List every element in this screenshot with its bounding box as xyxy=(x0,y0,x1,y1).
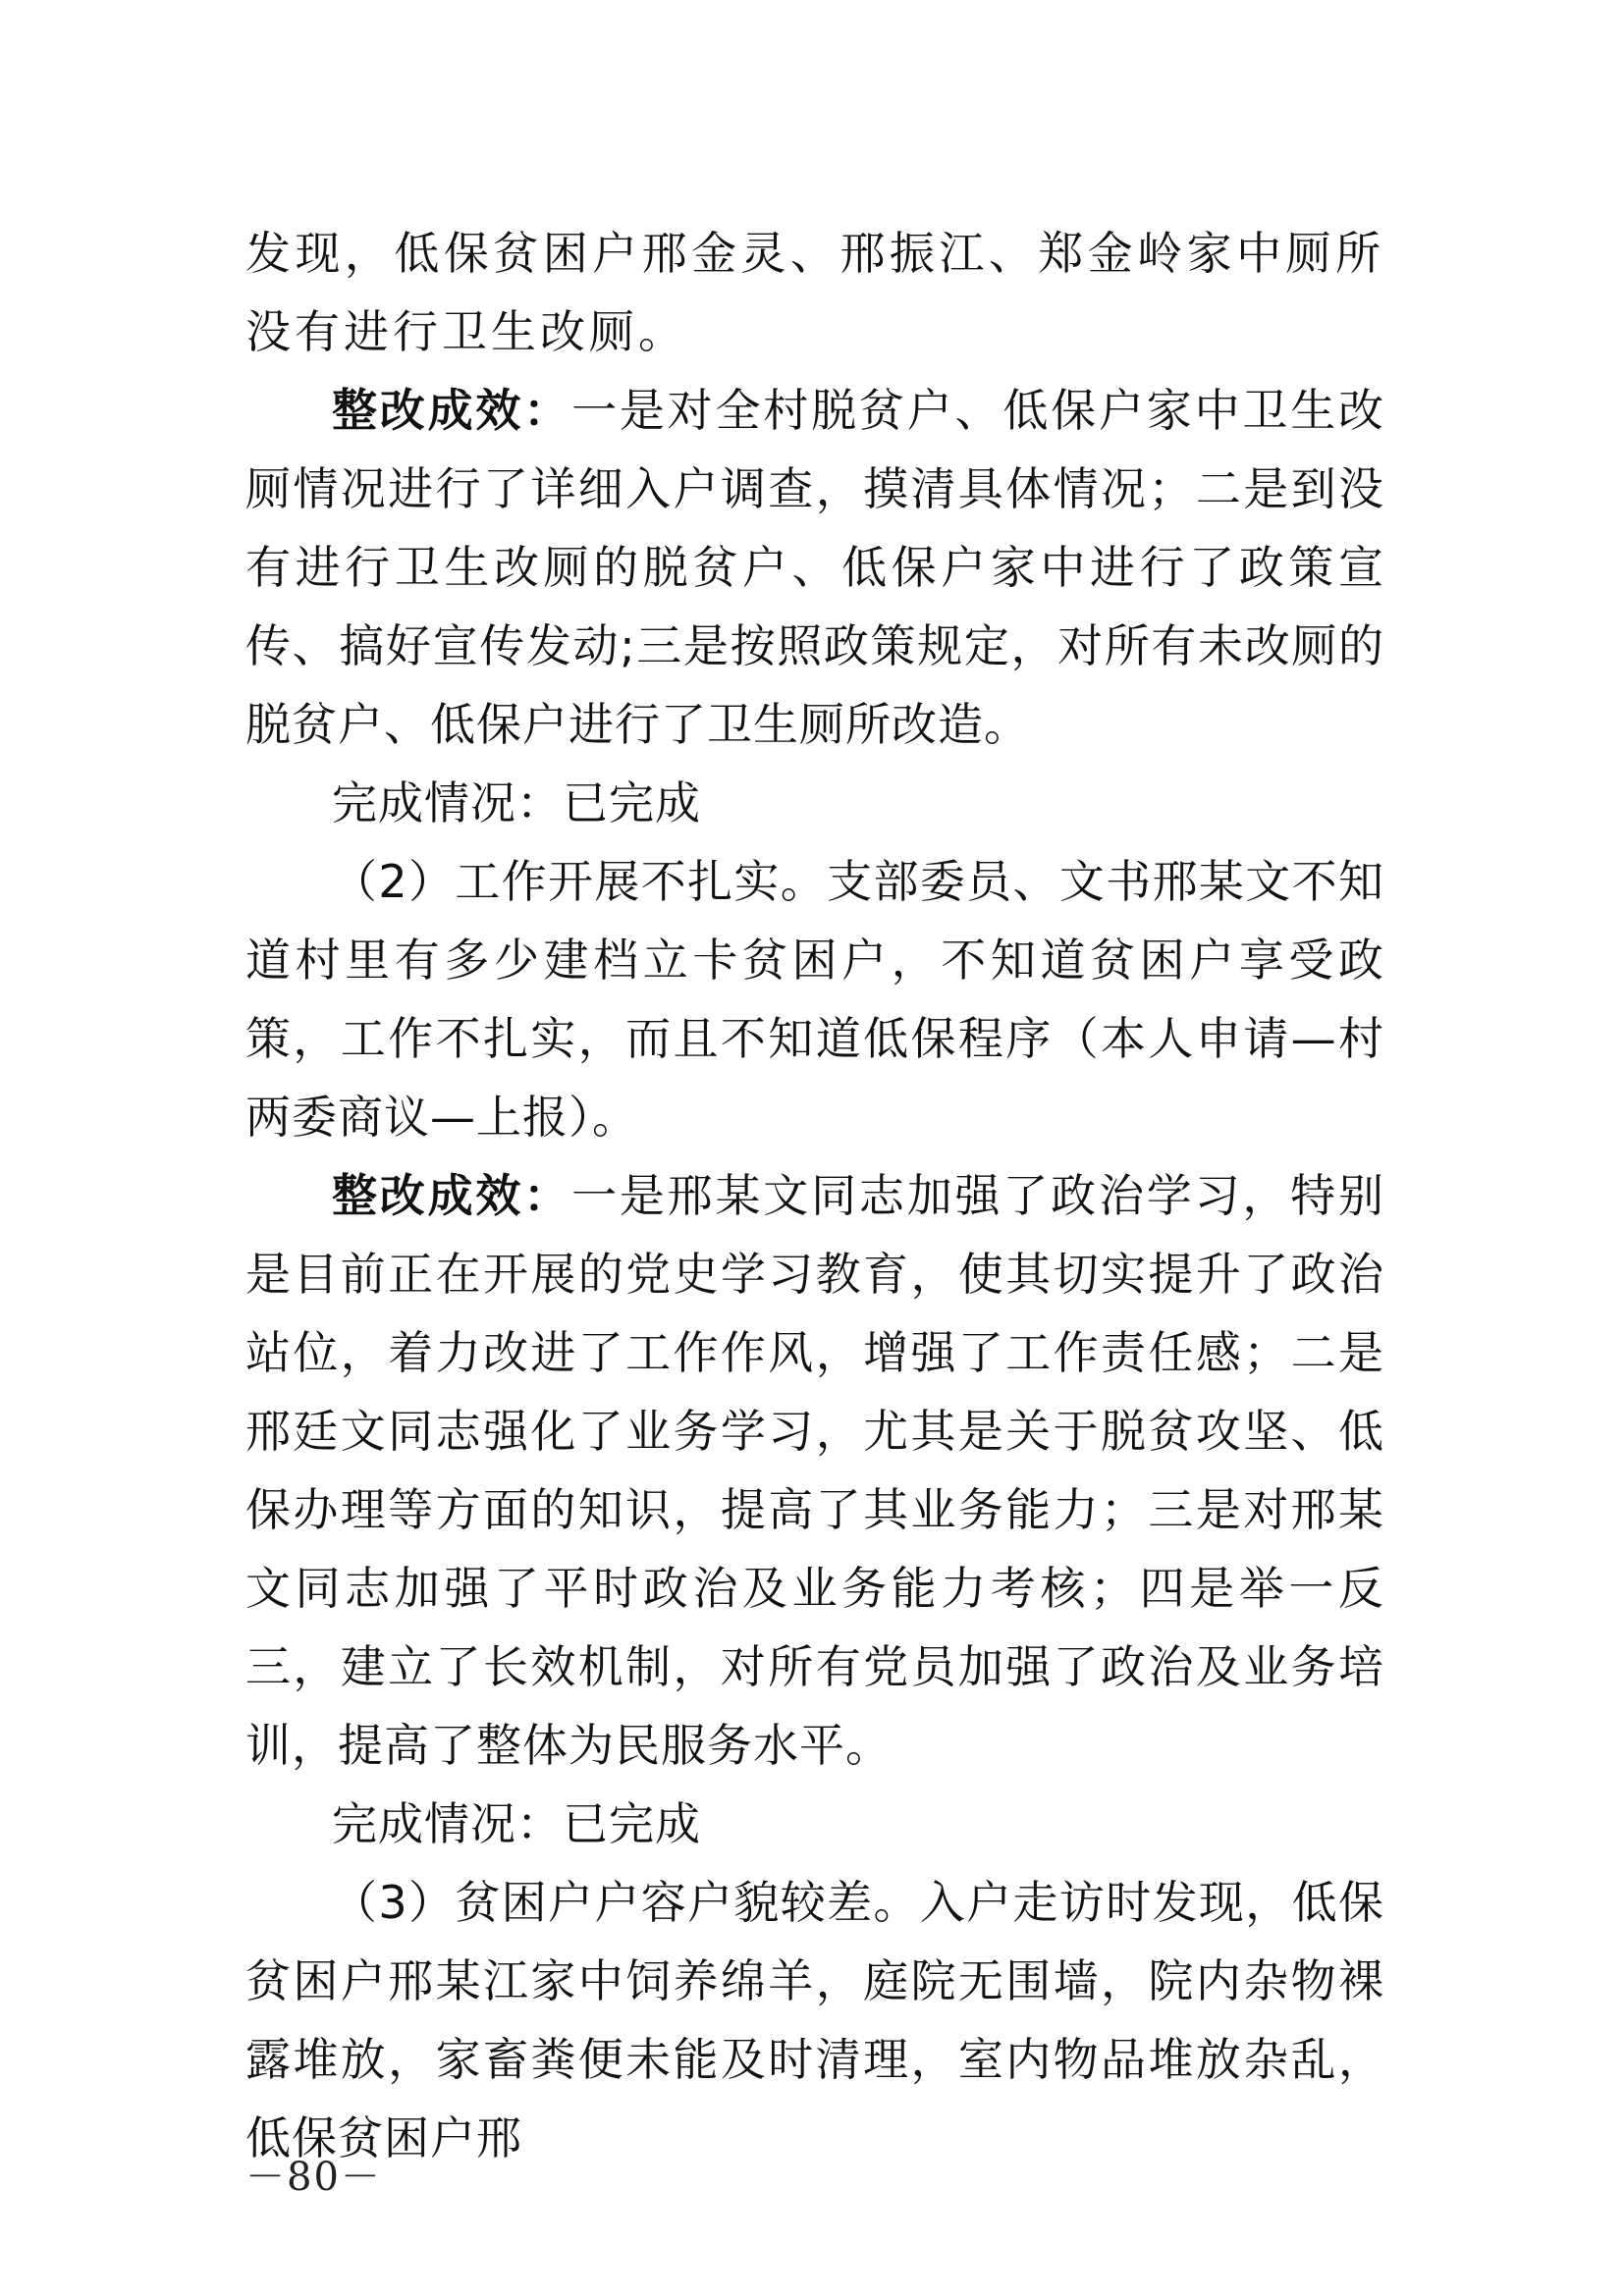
paragraph-text: 完成情况：已完成 xyxy=(332,776,701,829)
paragraph-text: 一是邢某文同志加强了政治学习，特别是目前正在开展的党史学习教育，使其切实提升了政治站位，着力改进了工作作风，增强了工作责任感；二是邢廷文同志强化了业务学习，尤其是关于脱贫攻坚、低保办理等方面的知识，提高了其业务能力；三是对邢某文同志加强了平时政治及业务能力考核；四是举一反三，建立了长效机制，对所有党员加强了政治及业务培训，提高了整体为民服务水平。 xyxy=(245,1169,1385,1772)
body-text xyxy=(245,214,1384,2177)
paragraph-text: （3）贫困户户容户貌较差。入户走访时发现，低保贫困户邢某江家中饲养绵羊，庭院无围墙，院内杂物裸露堆放，家畜粪便未能及时清理，室内物品堆放杂乱，低保贫困户邢 xyxy=(245,1876,1384,2164)
paragraph-intro-label: 整改成效： xyxy=(332,1169,572,1222)
paragraph-issue-2 xyxy=(245,842,1384,1156)
paragraph-completion-status-2 xyxy=(245,1785,1384,1863)
paragraph-text: （2）工作开展不扎实。支部委员、文书邢某文不知道村里有多少建档立卡贫困户，不知道贫困户享受政策，工作不扎实，而且不知道低保程序（本人申请—村两委商议—上报）。 xyxy=(245,855,1384,1144)
paragraph-completion-status-1 xyxy=(245,764,1384,842)
paragraph-text: 一是对全村脱贫户、低保户家中卫生改厕情况进行了详细入户调查，摸清具体情况；二是到没有进行卫生改厕的脱贫户、低保户家中进行了政策宣传、搞好宣传发动;三是按照政策规定，对所有未改厕的脱贫户、低保户进行了卫生厕所改造。 xyxy=(245,384,1385,751)
paragraph-issue-3 xyxy=(245,1863,1384,2177)
paragraph-text: 发现，低保贫困户邢金灵、邢振江、郑金岭家中厕所没有进行卫生改厕。 xyxy=(245,227,1384,358)
page-number: －80－ xyxy=(245,2155,382,2200)
paragraph-rectification-result-1 xyxy=(245,371,1384,764)
paragraph-rectification-result-2 xyxy=(245,1156,1384,1785)
paragraph-text: 完成情况：已完成 xyxy=(332,1797,701,1850)
paragraph-continuation xyxy=(245,214,1384,371)
paragraph-intro-label: 整改成效： xyxy=(332,384,572,437)
